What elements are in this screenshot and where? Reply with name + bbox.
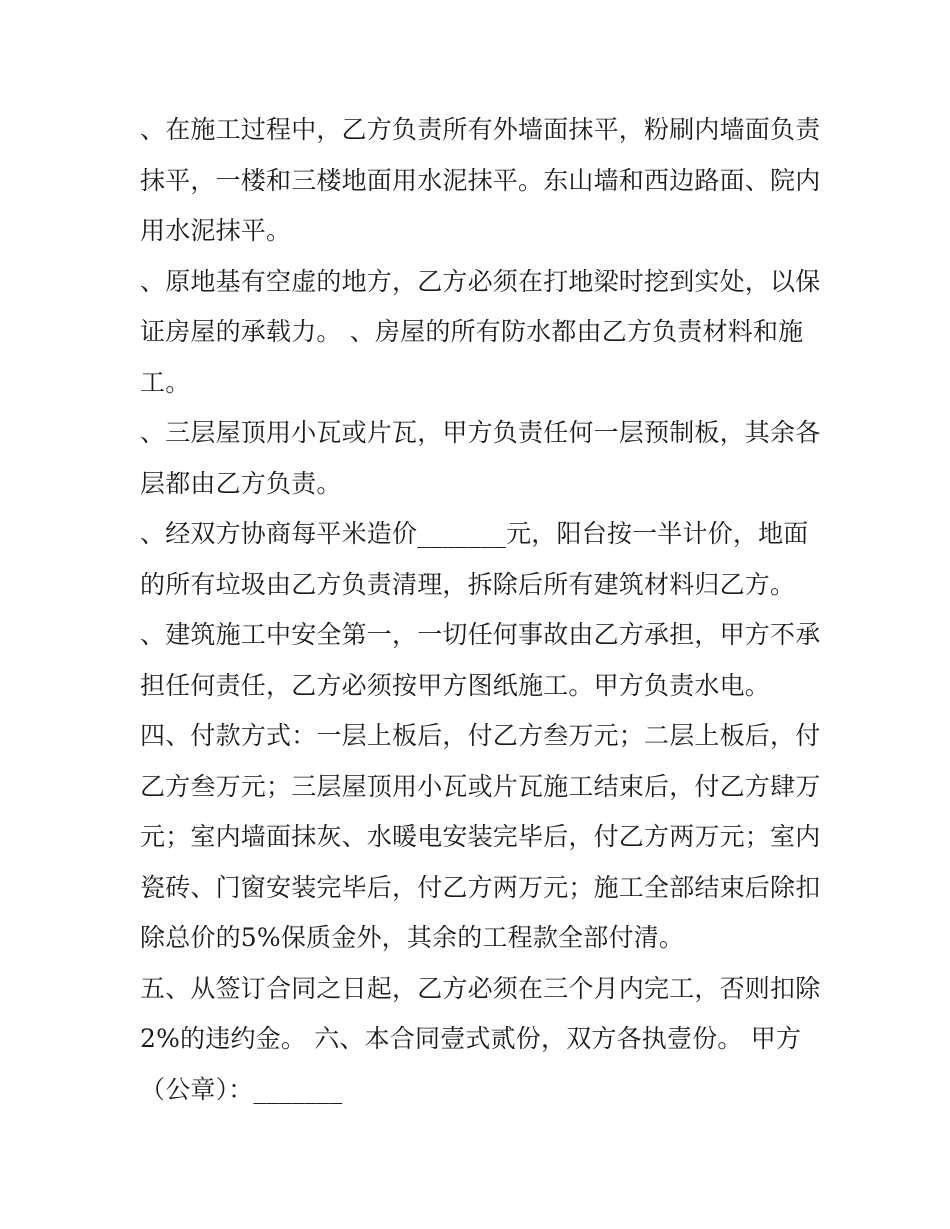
text-line: 工。 [140, 367, 191, 397]
text-line: 层都由乙方负责。 [140, 468, 342, 498]
text-line: 五、从签订合同之日起，乙方必须在三个月内完工，否则扣除 [140, 973, 821, 1003]
text-line: 、建筑施工中安全第一，一切任何事故由乙方承担，甲方不承 [140, 620, 821, 649]
text-line: 、在施工过程中，乙方负责所有外墙面抹平，粉刷内墙面负责 [140, 115, 821, 144]
text-line: 、经双方协商每平米造价_______元，阳台按一半计价，地面 [140, 519, 809, 548]
text-line: 、三层屋顶用小瓦或片瓦，甲方负责任何一层预制板，其余各 [140, 418, 821, 447]
text-line: 2%的违约金。 六、本合同壹式贰份，双方各执壹份。 甲方 [140, 1024, 802, 1053]
text-line: 元；室内墙面抹灰、水暖电安装完毕后，付乙方两万元；室内 [140, 822, 821, 851]
text-line: 证房屋的承载力。 、房屋的所有防水都由乙方负责材料和施 [140, 317, 804, 346]
text-line: 乙方叁万元；三层屋顶用小瓦或片瓦施工结束后，付乙方肆万 [140, 771, 821, 801]
text-line: 四、付款方式：一层上板后，付乙方叁万元；二层上板后，付 [140, 721, 821, 750]
text-line: （公章）：_______ [140, 1074, 343, 1104]
text-line: 瓷砖、门窗安装完毕后，付乙方两万元；施工全部结束后除扣 [140, 872, 821, 902]
document-body [140, 105, 820, 1115]
text-line: 抹平，一楼和三楼地面用水泥抹平。东山墙和西边路面、院内 [140, 165, 821, 195]
text-line: 的所有垃圾由乙方负责清理，拆除后所有建筑材料归乙方。 [140, 569, 796, 599]
text-line: 担任何责任，乙方必须按甲方图纸施工。甲方负责水电。 [140, 670, 771, 700]
text-line: 用水泥抹平。 [140, 216, 292, 245]
text-line: 、原地基有空虚的地方，乙方必须在打地梁时挖到实处，以保 [140, 266, 821, 296]
text-line: 除总价的5%保质金外，其余的工程款全部付清。 [140, 923, 685, 952]
